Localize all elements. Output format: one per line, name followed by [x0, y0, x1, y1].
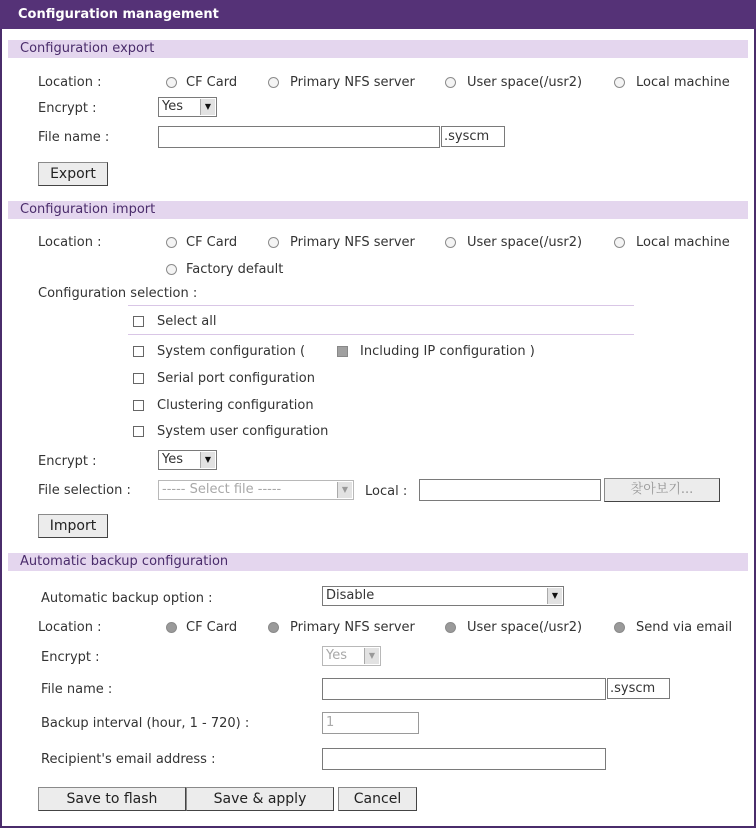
import-encrypt-select[interactable]: [158, 450, 217, 470]
export-section-header: Configuration export: [8, 40, 748, 58]
export-location-nfs-radio[interactable]: [268, 77, 279, 88]
import-browse-button[interactable]: 찾아보기...: [604, 478, 720, 502]
export-location-user-space-radio[interactable]: [445, 77, 456, 88]
import-clustering-checkbox[interactable]: [133, 400, 144, 411]
backup-encrypt-select[interactable]: [322, 646, 381, 666]
cancel-button[interactable]: Cancel: [338, 787, 417, 811]
import-select-all-label: Select all: [157, 314, 217, 329]
divider: [128, 334, 634, 335]
import-system-config-label: System configuration (: [157, 344, 306, 359]
divider: [128, 305, 634, 306]
export-filename-input[interactable]: [158, 126, 440, 148]
chevron-down-icon: ▼: [364, 648, 379, 664]
import-including-ip-checkbox[interactable]: [337, 346, 348, 357]
import-encrypt-label: Encrypt :: [38, 454, 97, 469]
export-location-nfs-label: Primary NFS server: [290, 75, 415, 90]
chevron-down-icon: ▼: [200, 99, 215, 115]
backup-location-nfs-label: Primary NFS server: [290, 620, 415, 635]
backup-encrypt-value: Yes: [326, 648, 347, 663]
import-location-label: Location :: [38, 235, 102, 250]
export-button[interactable]: Export: [38, 162, 108, 186]
backup-location-cf-card-radio[interactable]: [166, 622, 177, 633]
import-location-local-machine-label: Local machine: [636, 235, 730, 250]
export-encrypt-label: Encrypt :: [38, 101, 97, 116]
export-location-local-machine-label: Local machine: [636, 75, 730, 90]
import-location-nfs-radio[interactable]: [268, 237, 279, 248]
backup-filename-suffix: .syscm: [607, 678, 670, 699]
export-filename-label: File name :: [38, 130, 110, 145]
backup-encrypt-label: Encrypt :: [41, 650, 100, 665]
backup-location-user-space-radio[interactable]: [445, 622, 456, 633]
export-encrypt-select[interactable]: [158, 97, 217, 117]
backup-location-user-space-label: User space(/usr2): [467, 620, 583, 635]
backup-email-label: Recipient's email address :: [41, 752, 216, 767]
import-location-user-space-radio[interactable]: [445, 237, 456, 248]
import-clustering-label: Clustering configuration: [157, 398, 314, 413]
import-local-file-input[interactable]: [419, 479, 601, 501]
export-location-label: Location :: [38, 75, 102, 90]
save-to-flash-button[interactable]: Save to flash: [38, 787, 186, 811]
chevron-down-icon: ▼: [200, 452, 215, 468]
import-system-user-checkbox[interactable]: [133, 426, 144, 437]
import-local-label: Local :: [365, 484, 408, 499]
import-section-header: Configuration import: [8, 201, 748, 219]
export-location-local-machine-radio[interactable]: [614, 77, 625, 88]
backup-location-nfs-radio[interactable]: [268, 622, 279, 633]
backup-option-select[interactable]: [322, 586, 564, 606]
backup-location-email-radio[interactable]: [614, 622, 625, 633]
backup-interval-input[interactable]: 1: [322, 712, 419, 734]
import-file-selection-label: File selection :: [38, 483, 131, 498]
backup-location-email-label: Send via email: [636, 620, 733, 635]
export-location-cf-card-label: CF Card: [186, 75, 238, 90]
export-filename-suffix: .syscm: [441, 126, 505, 147]
import-system-config-checkbox[interactable]: [133, 346, 144, 357]
backup-email-input[interactable]: [322, 748, 606, 770]
backup-location-cf-card-label: CF Card: [186, 620, 238, 635]
backup-interval-label: Backup interval (hour, 1 - 720) :: [41, 716, 250, 731]
backup-location-label: Location :: [38, 620, 102, 635]
import-location-local-machine-radio[interactable]: [614, 237, 625, 248]
save-and-apply-button[interactable]: Save & apply: [186, 787, 334, 811]
import-including-ip-label: Including IP configuration ): [360, 344, 535, 359]
import-location-nfs-label: Primary NFS server: [290, 235, 415, 250]
backup-option-value: Disable: [326, 588, 375, 603]
import-system-user-label: System user configuration: [157, 424, 329, 439]
import-serial-port-checkbox[interactable]: [133, 373, 144, 384]
import-location-user-space-label: User space(/usr2): [467, 235, 583, 250]
backup-filename-input[interactable]: [322, 678, 606, 700]
import-location-factory-default-label: Factory default: [186, 262, 284, 277]
backup-section-header: Automatic backup configuration: [8, 553, 748, 571]
export-location-cf-card-radio[interactable]: [166, 77, 177, 88]
backup-filename-label: File name :: [41, 682, 113, 697]
chevron-down-icon: ▼: [337, 482, 352, 498]
import-location-cf-card-radio[interactable]: [166, 237, 177, 248]
chevron-down-icon: ▼: [547, 588, 562, 604]
page-title: Configuration management: [0, 0, 756, 29]
export-location-user-space-label: User space(/usr2): [467, 75, 583, 90]
import-file-selection-select[interactable]: [158, 480, 354, 500]
import-select-all-checkbox[interactable]: [133, 316, 144, 327]
import-button[interactable]: Import: [38, 514, 108, 538]
backup-option-label: Automatic backup option :: [41, 591, 213, 606]
export-encrypt-value: Yes: [162, 99, 183, 114]
import-selection-label: Configuration selection :: [38, 286, 198, 301]
import-encrypt-value: Yes: [162, 452, 183, 467]
import-location-cf-card-label: CF Card: [186, 235, 238, 250]
import-file-selection-value: ----- Select file -----: [162, 482, 282, 497]
import-location-factory-default-radio[interactable]: [166, 264, 177, 275]
import-serial-port-label: Serial port configuration: [157, 371, 315, 386]
